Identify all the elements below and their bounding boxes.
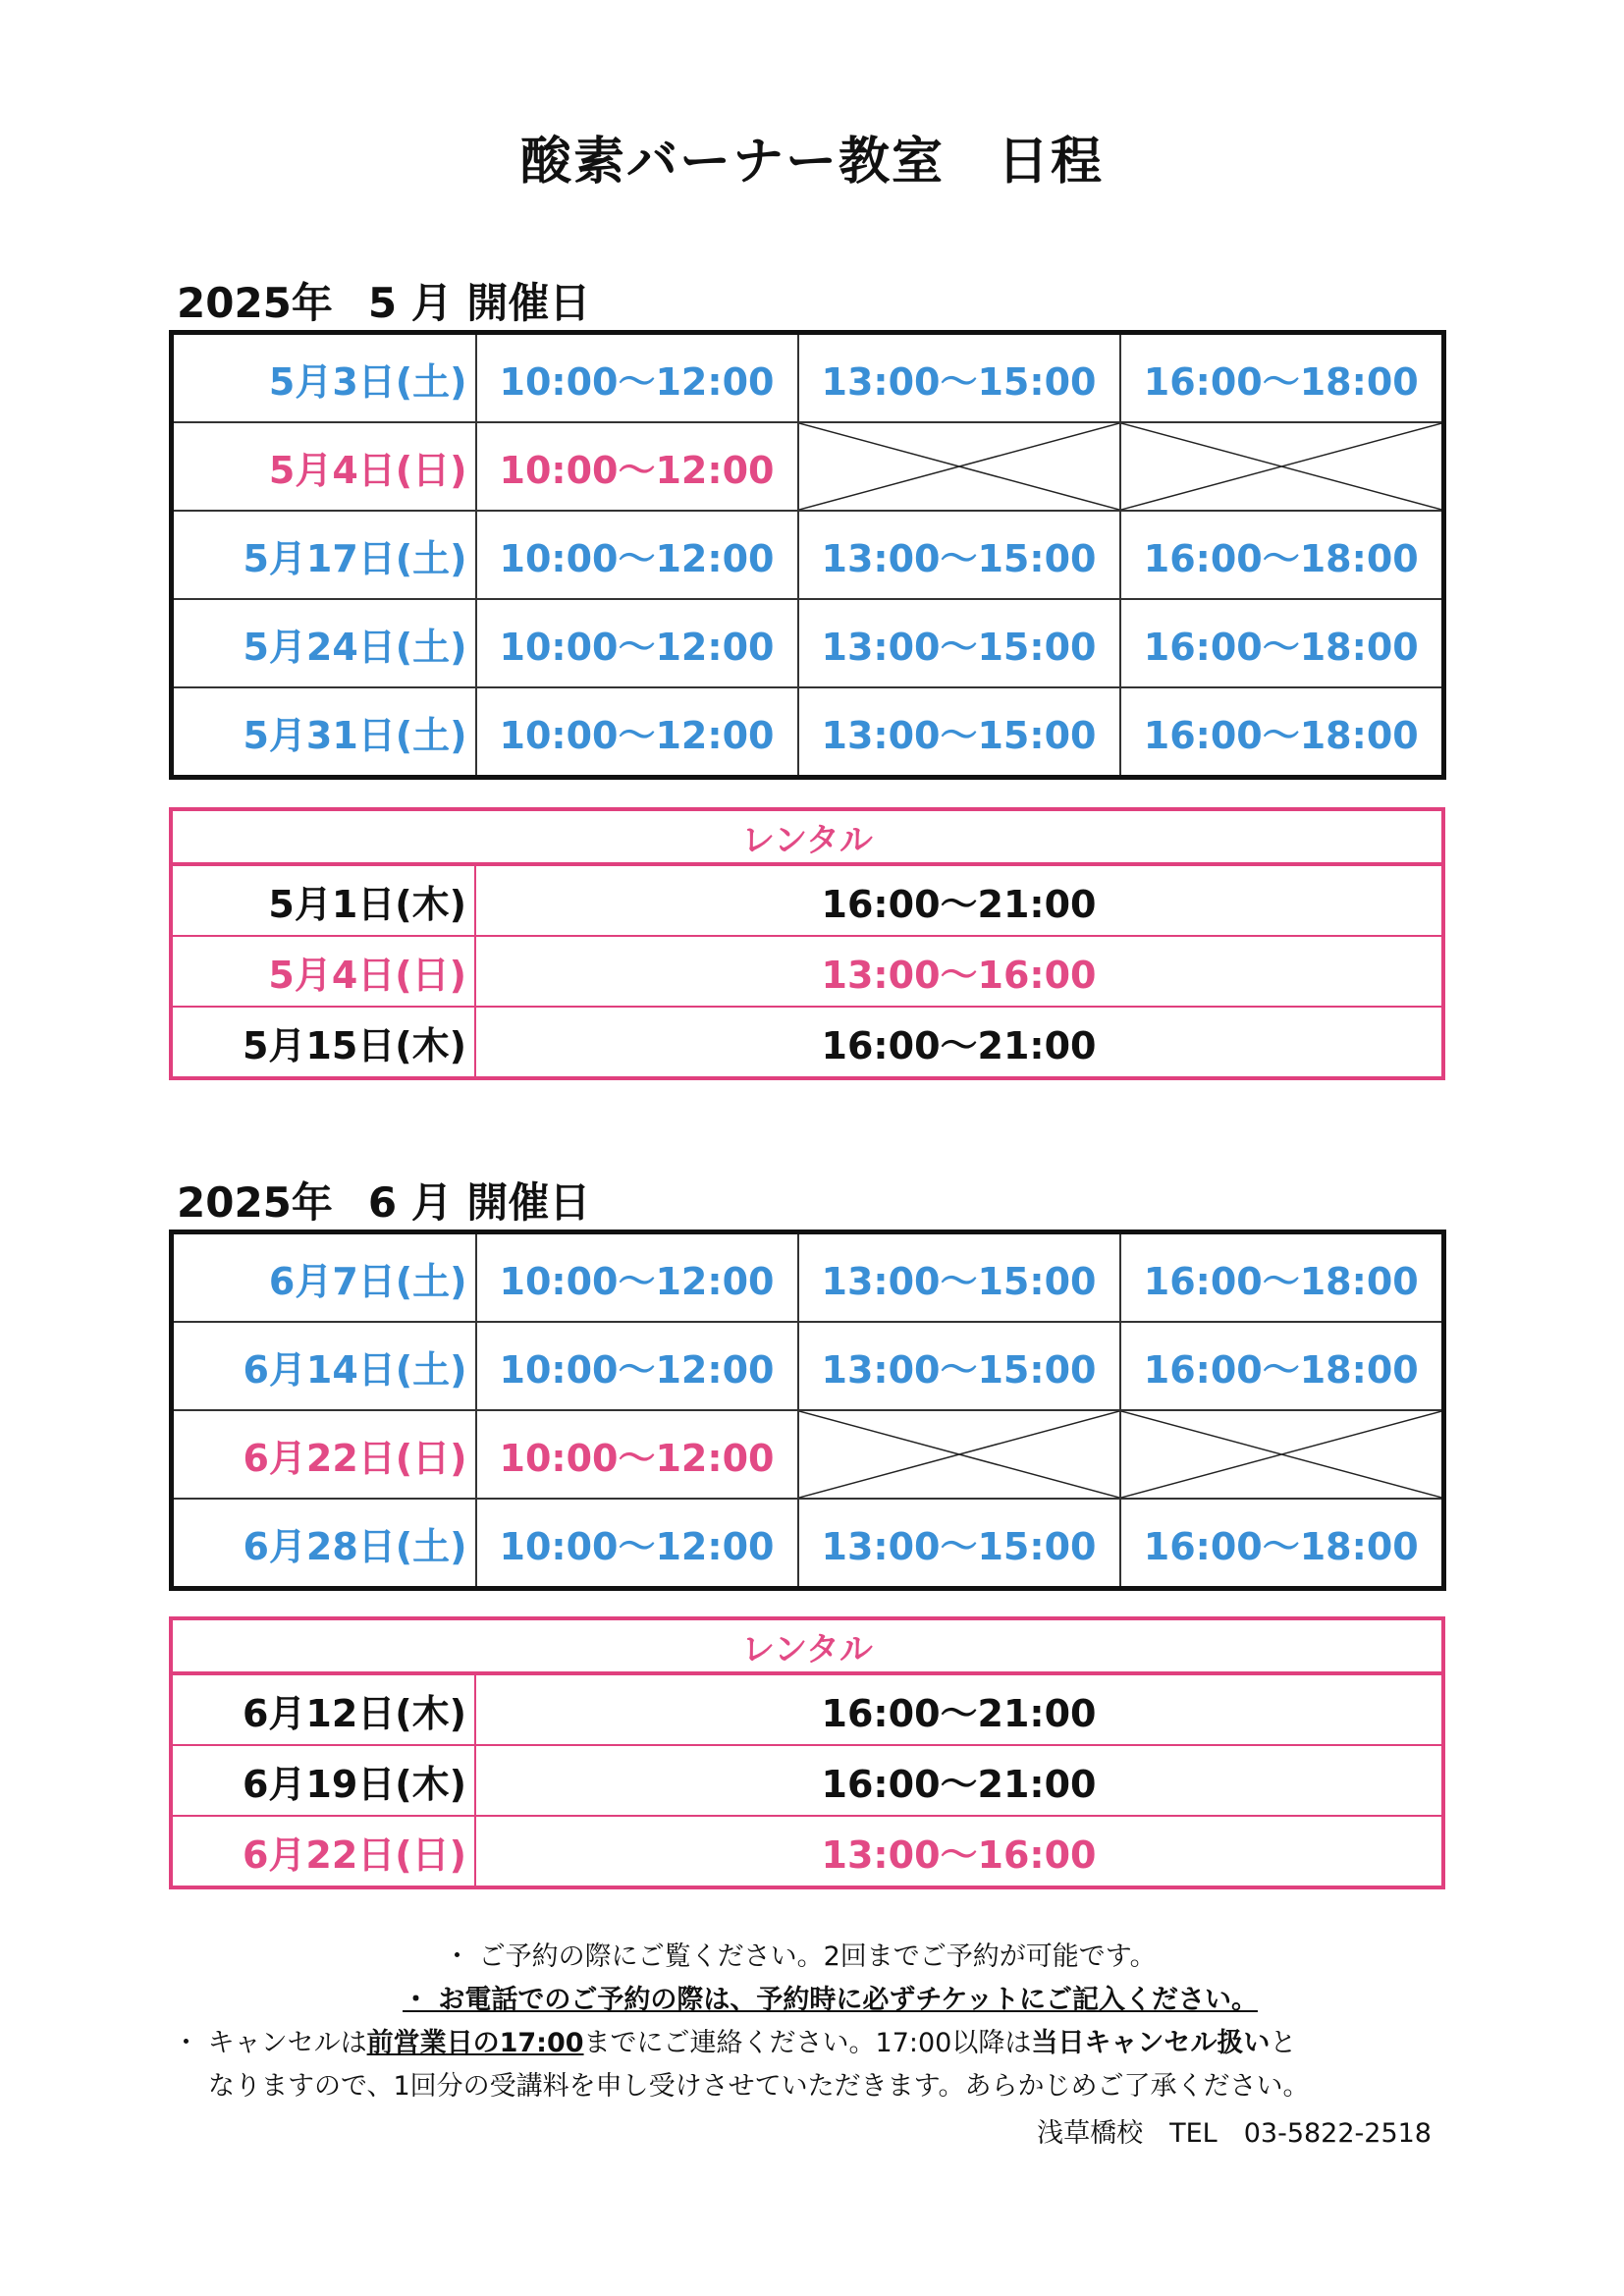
time-slot: 13:00〜15:00 [798,599,1120,687]
time-slot: 16:00〜18:00 [1120,687,1444,778]
note-line-4: なりますので、1回分の受講料を申し受けさせていただきます。あらかじめご了承ください。 [208,2071,1310,2102]
note-line-3-e: と [1270,2028,1297,2058]
june-heading [177,1171,625,1230]
schedule-row [172,1499,1444,1589]
unavailable-slot [1120,422,1444,511]
time-slot: 10:00〜12:00 [476,1322,798,1410]
rental-time: 16:00〜21:00 [475,1673,1443,1745]
rental-row [171,1673,1443,1745]
time-slot: 10:00〜12:00 [476,1499,798,1589]
time-slot: 16:00〜18:00 [1120,511,1444,599]
schedule-date: 5月17日(土) [172,511,476,599]
schedule-row [172,333,1444,423]
rental-date: 5月1日(木) [171,864,475,936]
rental-date: 6月22日(日) [171,1816,475,1887]
schedule-row [172,1322,1444,1410]
rental-date: 6月12日(木) [171,1673,475,1745]
time-slot: 10:00〜12:00 [476,1232,798,1323]
rental-time: 16:00〜21:00 [475,1745,1443,1816]
rental-row [171,864,1443,936]
schedule-row [172,511,1444,599]
time-slot: 10:00〜12:00 [476,687,798,778]
time-slot: 16:00〜18:00 [1120,333,1444,423]
schedule-row [172,1232,1444,1323]
unavailable-slot [798,422,1120,511]
time-slot: 16:00〜18:00 [1120,1232,1444,1323]
rental-row [171,1745,1443,1816]
rental-row [171,936,1443,1007]
june-rental-table [169,1616,1445,1889]
rental-row [171,1007,1443,1078]
june-heading-month: 6 月 開催日 [367,1178,591,1227]
time-slot: 10:00〜12:00 [476,1410,798,1499]
rental-time: 13:00〜16:00 [475,936,1443,1007]
time-slot: 13:00〜15:00 [798,687,1120,778]
note-line-2-text: ・ お電話でのご予約の際は、予約時に必ずチケットにご記入ください。 [403,1985,1258,2015]
rental-date: 6月19日(木) [171,1745,475,1816]
schedule-row [172,1410,1444,1499]
unavailable-slot [798,1410,1120,1499]
june-schedule-table [169,1230,1446,1591]
note-line-3 [173,2021,1296,2059]
note-line-2 [403,1978,1258,2016]
rental-row [171,1816,1443,1887]
note-line-3-a: ・ キャンセルは [173,2028,367,2058]
schedule-row [172,687,1444,778]
note-line-3-c: までにご連絡ください。17:00以降は [583,2028,1032,2058]
rental-header: レンタル [171,809,1443,864]
time-slot: 13:00〜15:00 [798,333,1120,423]
may-heading [177,271,625,330]
school-contact: 浅草橋校 TEL 03-5822-2518 [1037,2118,1432,2149]
time-slot: 10:00〜12:00 [476,333,798,423]
may-heading-year: 2025年 [177,279,333,327]
note-line-3-d: 当日キャンセル扱い [1031,2028,1271,2058]
schedule-date: 5月3日(土) [172,333,476,423]
time-slot: 13:00〜15:00 [798,511,1120,599]
june-heading-year: 2025年 [177,1178,333,1227]
page-title: 酸素バーナー教室 日程 [519,133,1104,191]
time-slot: 13:00〜15:00 [798,1322,1120,1410]
unavailable-slot [1120,1410,1444,1499]
schedule-date: 5月4日(日) [172,422,476,511]
schedule-date: 5月31日(土) [172,687,476,778]
may-heading-month: 5 月 開催日 [367,279,591,327]
note-line-3-b: 前営業日の17:00 [366,2028,584,2058]
schedule-date: 6月28日(土) [172,1499,476,1589]
time-slot: 10:00〜12:00 [476,422,798,511]
time-slot: 16:00〜18:00 [1120,599,1444,687]
rental-header: レンタル [171,1618,1443,1673]
schedule-date: 6月22日(日) [172,1410,476,1499]
may-rental-table [169,807,1445,1080]
time-slot: 16:00〜18:00 [1120,1499,1444,1589]
may-schedule-table [169,330,1446,780]
note-line-1: ・ ご予約の際にご覧ください。2回までご予約が可能です。 [444,1941,1157,1972]
time-slot: 10:00〜12:00 [476,511,798,599]
schedule-row [172,422,1444,511]
rental-date: 5月15日(木) [171,1007,475,1078]
schedule-date: 5月24日(土) [172,599,476,687]
rental-date: 5月4日(日) [171,936,475,1007]
rental-time: 16:00〜21:00 [475,864,1443,936]
time-slot: 13:00〜15:00 [798,1499,1120,1589]
time-slot: 16:00〜18:00 [1120,1322,1444,1410]
schedule-row [172,599,1444,687]
rental-time: 13:00〜16:00 [475,1816,1443,1887]
time-slot: 13:00〜15:00 [798,1232,1120,1323]
schedule-date: 6月14日(土) [172,1322,476,1410]
time-slot: 10:00〜12:00 [476,599,798,687]
schedule-date: 6月7日(土) [172,1232,476,1323]
rental-time: 16:00〜21:00 [475,1007,1443,1078]
